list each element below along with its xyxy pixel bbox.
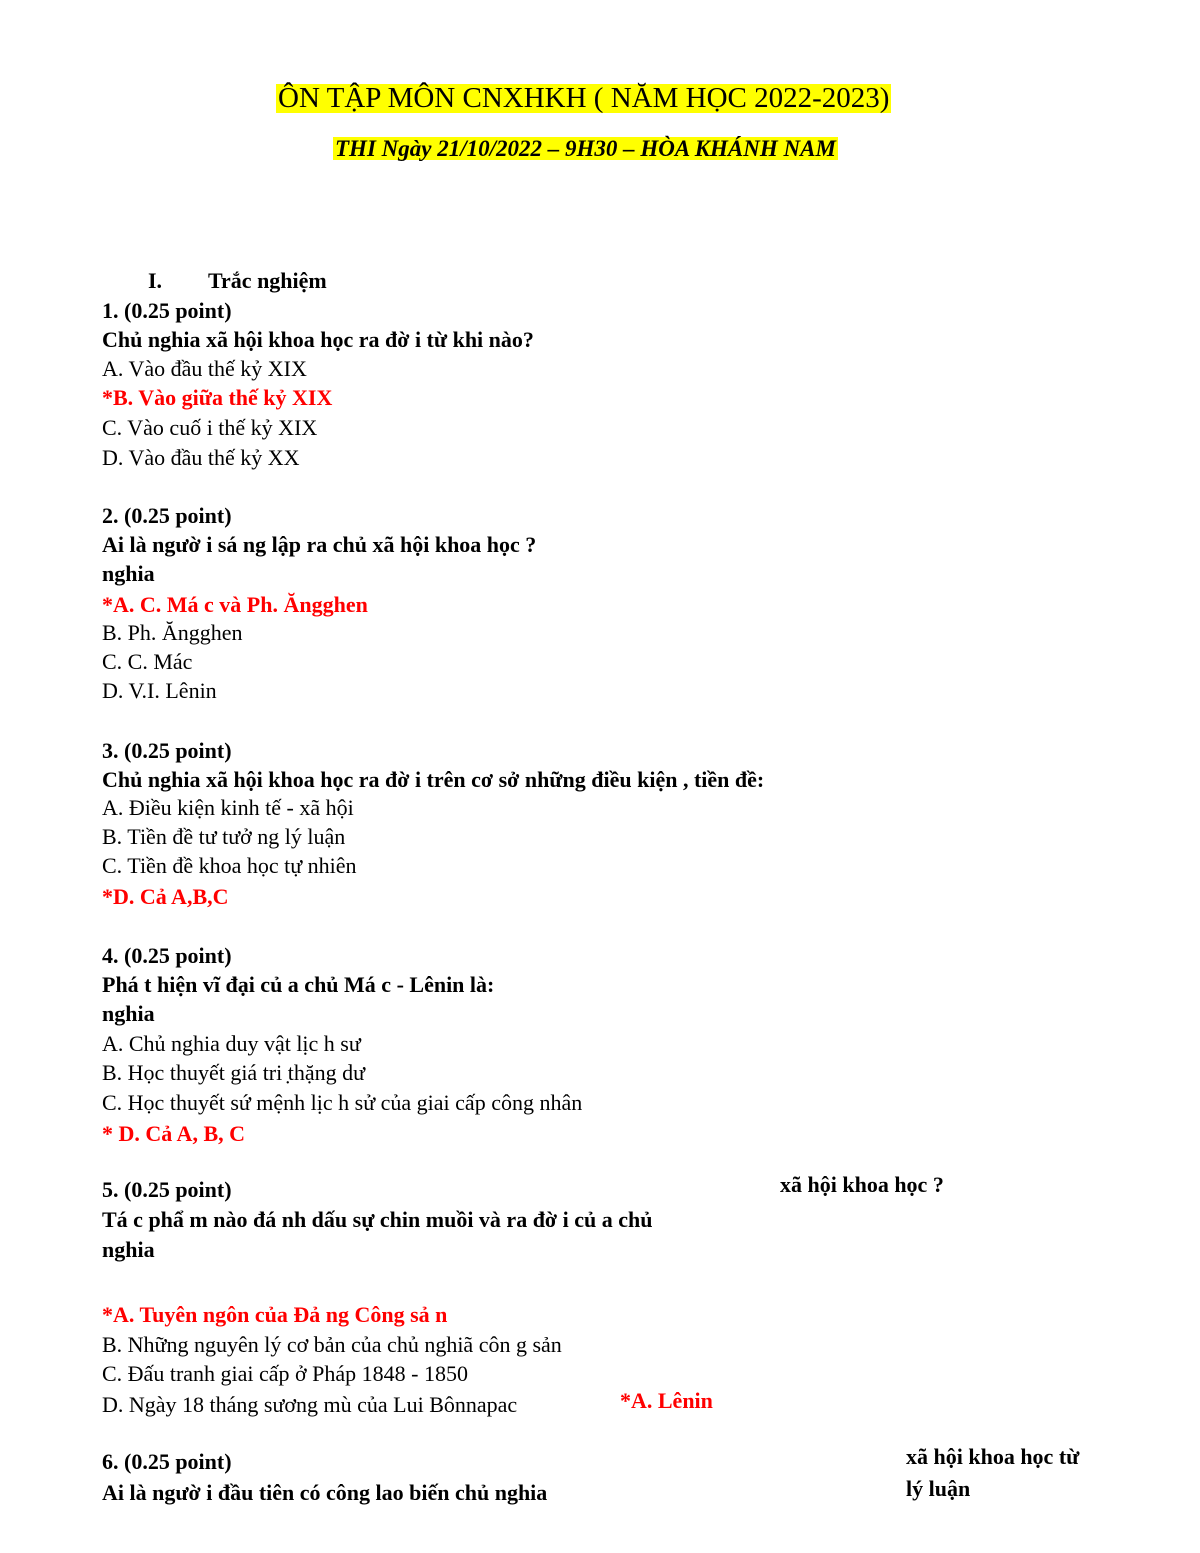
stray-answer: *A. Lênin [620, 1388, 713, 1413]
question-4-text: Phá t hiện vĩ đại củ a chủ Má c - Lênin là: [102, 972, 495, 997]
question-2-option-d: D. V.I. Lênin [102, 678, 217, 703]
question-4-option-d-answer: * D. Cả A, B, C [102, 1121, 246, 1146]
question-6-float-line-1: xã hội khoa học từ [906, 1444, 1080, 1469]
question-2-option-b: B. Ph. Ăngghen [102, 620, 243, 645]
question-5-option-b: B. Những nguyên lý cơ bản của chủ nghiã côn g sản [102, 1332, 562, 1357]
question-3-option-b: B. Tiền đề tư tưở ng lý luận [102, 824, 346, 849]
question-2-option-a-answer: *A. C. Má c và Ph. Ăngghen [102, 592, 368, 617]
question-5-text: Tá c phẩ m nào đá nh dấu sự chin muồi và ra đờ i củ a chủ [102, 1207, 653, 1232]
question-1-option-b-answer: *B. Vào giữa thế kỷ XIX [102, 385, 333, 410]
question-1-option-a: A. Vào đầu thế kỷ XIX [102, 356, 307, 381]
question-3-option-a: A. Điều kiện kinh tế - xã hội [102, 795, 354, 820]
question-2-text: Ai là ngườ i sá ng lập ra chủ xã hội khoa học ? [102, 532, 537, 557]
question-2-option-c: C. C. Mác [102, 649, 193, 674]
question-6-text: Ai là ngườ i đầu tiên có công lao biến chủ nghia [102, 1480, 548, 1505]
question-2-points: 2. (0.25 point) [102, 503, 232, 528]
question-1-points: 1. (0.25 point) [102, 298, 232, 323]
question-3-option-c: C. Tiền đề khoa học tự nhiên [102, 853, 357, 878]
question-3-option-d-answer: *D. Cả A,B,C [102, 884, 229, 909]
page-subtitle: THI Ngày 21/10/2022 – 9H30 – HÒA KHÁNH NAM [335, 136, 836, 161]
question-3-points: 3. (0.25 point) [102, 738, 232, 763]
section-number: I. [148, 268, 163, 293]
question-5-option-a-answer: *A. Tuyên ngôn của Đả ng Công sả n [102, 1302, 448, 1327]
question-5-points: 5. (0.25 point) [102, 1177, 232, 1202]
question-3-text: Chủ nghia xã hội khoa học ra đờ i trên cơ sở những điều kiện , tiền đề: [102, 767, 765, 792]
question-5-float-text: xã hội khoa học ? [780, 1172, 944, 1197]
question-1-option-c: C. Vào cuố i thế kỷ XIX [102, 415, 318, 440]
question-4-option-a: A. Chủ nghia duy vật lịc h sư [102, 1031, 361, 1056]
question-4-points: 4. (0.25 point) [102, 943, 232, 968]
question-5-text-wrap: nghia [102, 1237, 155, 1262]
question-6-points: 6. (0.25 point) [102, 1449, 232, 1474]
question-4-option-c: C. Học thuyết sứ mệnh lịc h sử của giai cấp công nhân [102, 1090, 583, 1115]
question-1-option-d: D. Vào đầu thế kỷ XX [102, 445, 300, 470]
question-5-option-c: C. Đấu tranh giai cấp ở Pháp 1848 - 1850 [102, 1361, 469, 1386]
question-4-option-b: B. Học thuyết giá tri ̣thặng dư [102, 1060, 366, 1085]
question-2-text-wrap: nghia [102, 561, 155, 586]
question-1-text: Chủ nghia xã hội khoa học ra đờ i từ khi nào? [102, 327, 534, 352]
section-title: Trắc nghiệm [208, 268, 327, 293]
question-4-text-wrap: nghia [102, 1001, 155, 1026]
question-6-float-line-2: lý luận [906, 1476, 971, 1501]
question-5-option-d: D. Ngày 18 tháng sương mù của Lui Bônnapac [102, 1392, 518, 1417]
page-title: ÔN TẬP MÔN CNXHKH ( NĂM HỌC 2022-2023) [278, 82, 890, 114]
